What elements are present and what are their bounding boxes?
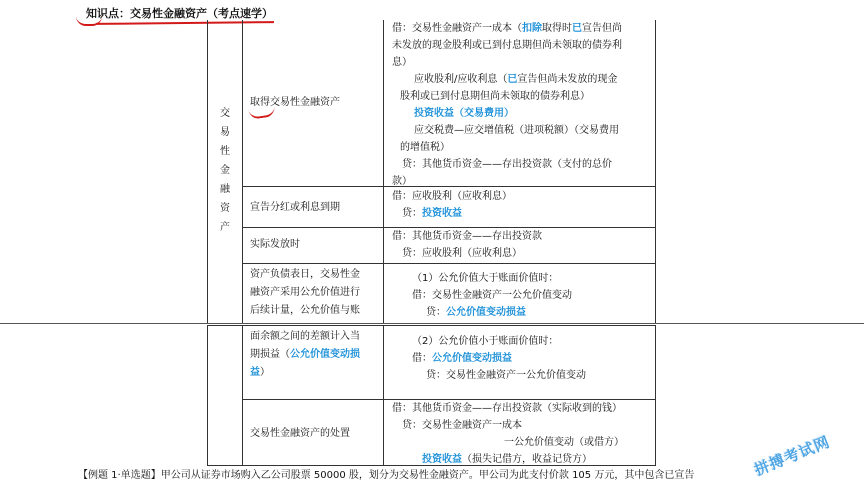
row-label-acquire: 取得交易性金融资产 bbox=[250, 97, 340, 108]
side-char: 交 bbox=[220, 108, 230, 119]
handwritten-check-mark bbox=[248, 106, 275, 120]
side-char: 性 bbox=[220, 146, 230, 157]
disposal-entry bbox=[392, 400, 624, 468]
side-char: 产 bbox=[220, 222, 230, 233]
entry-line: 贷：交易性金融资产一成本 bbox=[402, 420, 522, 431]
entry-line: 一公允价值变动（或借方） bbox=[504, 437, 624, 448]
row-label-dividend: 宣告分红或利息到期 bbox=[250, 202, 340, 213]
acquire-entry bbox=[392, 20, 654, 190]
side-char: 易 bbox=[220, 127, 230, 138]
entry-line: 借：交易性金融资产一公允价值变动 bbox=[412, 290, 572, 301]
entry-line: 借：其他货币资金——存出投资款 bbox=[392, 231, 542, 242]
fair-value-case1 bbox=[392, 270, 572, 321]
entry-line: 贷：应收股利（应收利息） bbox=[402, 248, 522, 259]
entry-line: 贷：其他货币资金——存出投资款（支付的总价 bbox=[402, 159, 612, 170]
entry-line: 股利或已到付息期但尚未领取的债券利息） bbox=[400, 91, 590, 102]
side-label-vertical bbox=[213, 104, 237, 237]
page-break bbox=[0, 323, 864, 324]
entry-line: 贷：投资收益 bbox=[402, 208, 462, 219]
entry-line: 借：公允价值变动损益 bbox=[412, 353, 512, 364]
row-label-receive: 实际发放时 bbox=[250, 239, 300, 250]
col-divider-2 bbox=[383, 20, 384, 323]
page-title: 知识点：交易性金融资产（考点速学） bbox=[86, 7, 273, 20]
entry-line: 贷：公允价值变动损益 bbox=[426, 307, 526, 318]
row-label-fair-value: 资产负债表日，交易性金 融资产采用公允价值进行 后续计量，公允价值与账 bbox=[250, 269, 360, 316]
entry-line: 款） bbox=[392, 176, 412, 187]
entry-line: 投资收益（损失记借方，收益记贷方） bbox=[422, 454, 592, 465]
entry-line: 的增值税） bbox=[400, 142, 450, 153]
table-border-top-2 bbox=[207, 325, 656, 326]
entry-line: 应收股利/应收利息（已宣告但尚未发放的现金 bbox=[414, 74, 618, 85]
side-char: 资 bbox=[220, 203, 230, 214]
entry-line: 未发放的现金股利或已到付息期但尚未领取的债券利 bbox=[392, 40, 622, 51]
title-underline bbox=[96, 21, 274, 25]
side-char: 金 bbox=[220, 165, 230, 176]
col-divider-2b bbox=[383, 325, 384, 465]
table-border-left bbox=[207, 20, 208, 323]
entry-line: 借：其他货币资金——存出投资款（实际收到的钱） bbox=[392, 403, 622, 414]
table-border-right-2 bbox=[655, 325, 656, 465]
table-border-right bbox=[655, 20, 656, 323]
table-border-left-2 bbox=[207, 325, 208, 465]
dividend-entry bbox=[392, 188, 512, 222]
entry-line: 借：应收股利（应收利息） bbox=[392, 191, 512, 202]
row-label-disposal: 交易性金融资产的处置 bbox=[250, 428, 350, 439]
entry-line: 借：交易性金融资产一成本（扣除取得时已宣告但尚 bbox=[392, 23, 622, 34]
entry-line-investment-income: 投资收益（交易费用） bbox=[414, 108, 514, 119]
fair-value-case2 bbox=[392, 333, 586, 384]
entry-line: （2）公允价值小于账面价值时： bbox=[412, 336, 559, 347]
side-char: 融 bbox=[220, 184, 230, 195]
receive-entry bbox=[392, 228, 542, 262]
entry-line: 贷：交易性金融资产一公允价值变动 bbox=[426, 370, 586, 381]
entry-line: 息） bbox=[392, 57, 412, 68]
col-divider-1 bbox=[242, 20, 243, 323]
row-divider-3 bbox=[242, 263, 656, 264]
watermark-logo: 拼搏考试网 bbox=[751, 432, 833, 480]
col-divider-1b bbox=[242, 325, 243, 465]
entry-line: 应交税费—应交增值税（进项税额）（交易费用 bbox=[414, 125, 619, 136]
entry-line: （1）公允价值大于账面价值时： bbox=[412, 273, 559, 284]
example-question: 【例题 1·单选题】甲公司从证券市场购入乙公司股票 50000 股，划分为交易性金融资产。甲公司为此支付价款 105 万元，其中包含已宣告 bbox=[78, 470, 695, 481]
row-label-fair-value-cont: 面余额之间的差额计入当 期损益（公允价值变动损 益） bbox=[250, 331, 360, 378]
